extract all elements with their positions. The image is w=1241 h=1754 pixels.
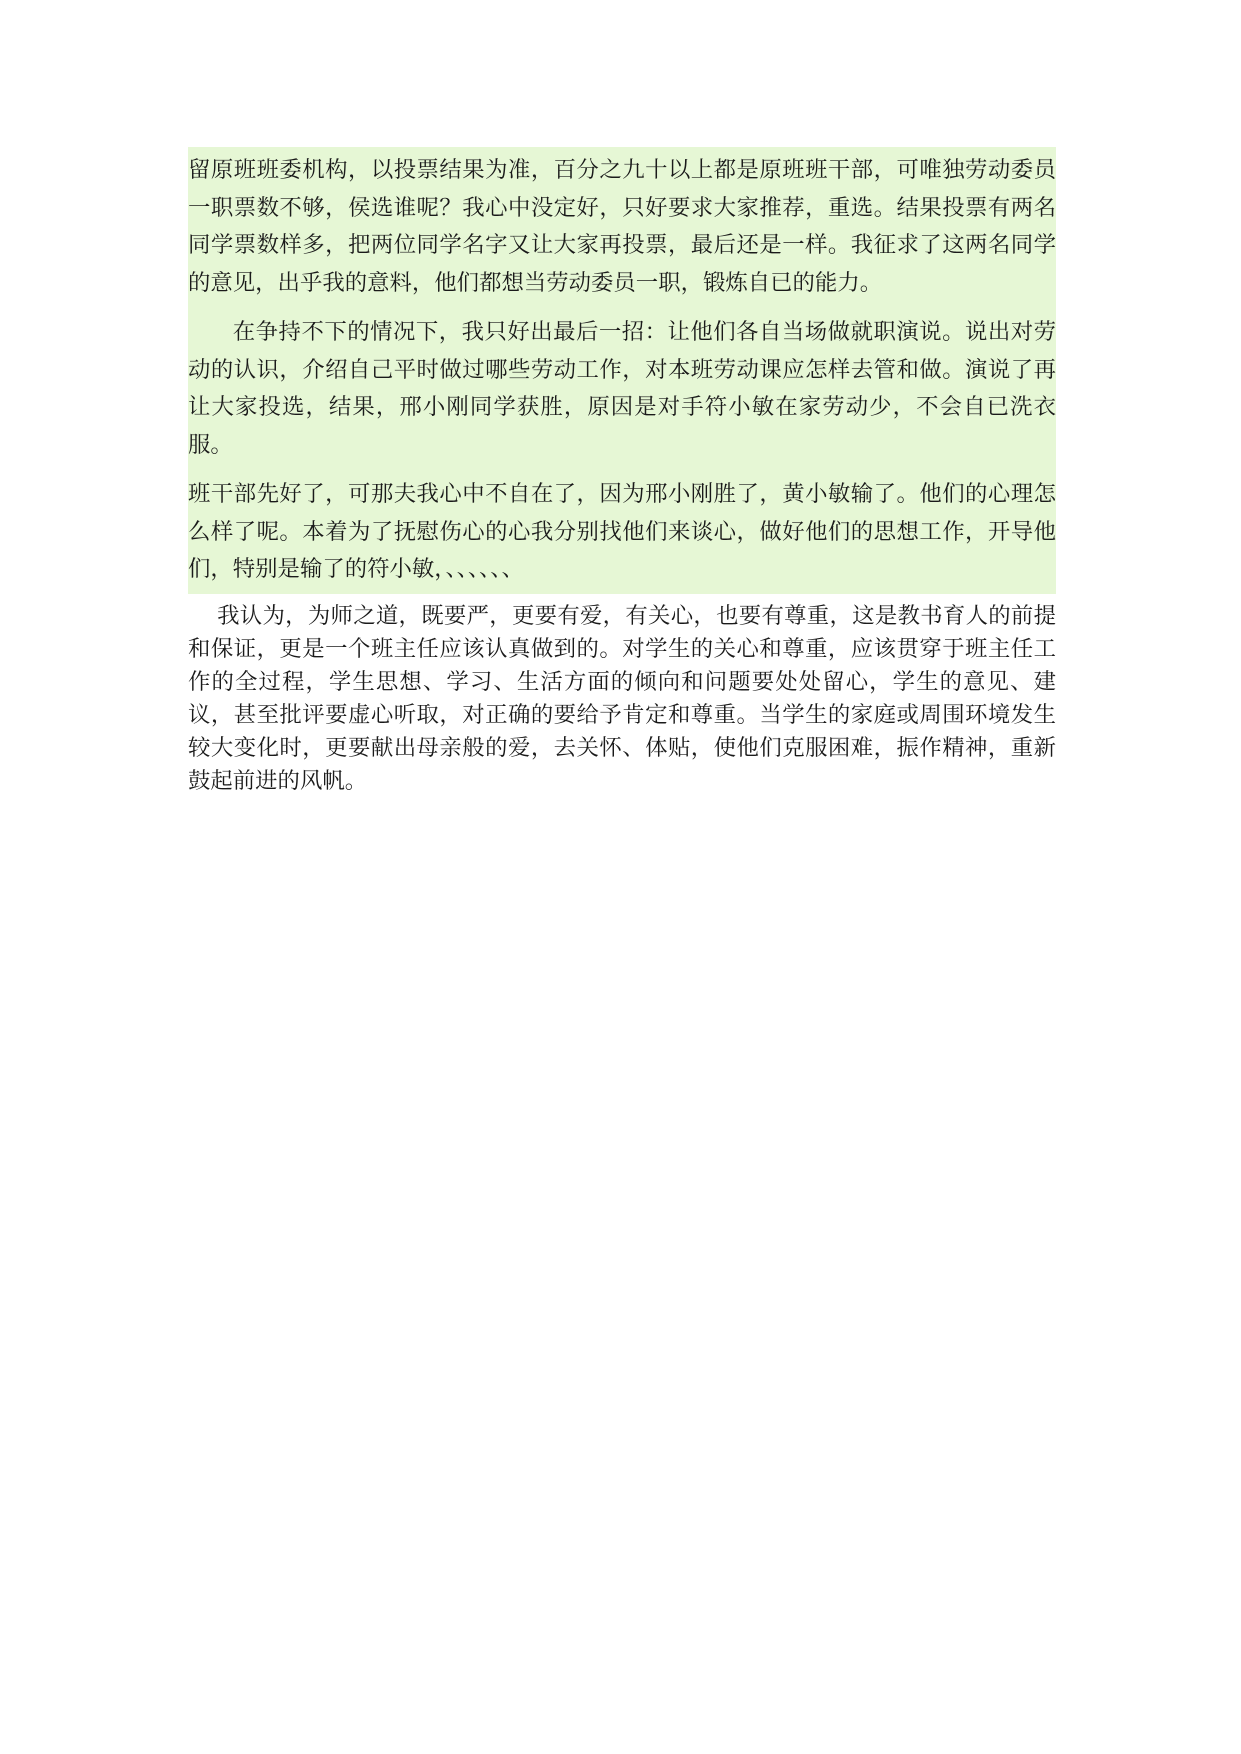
paragraph-gap — [188, 302, 1056, 314]
paragraph-class-committee-vote: 留原班班委机构，以投票结果为准，百分之九十以上都是原班班干部，可唯独劳动委员一职票数不够，侯选谁呢？我心中没定好，只好要求大家推荐，重选。结果投票有两名同学票数样多，把两位同学名字又让大家再投票，最后还是一样。我征求了这两名同学的意见，出乎我的意料，他们都想当劳动委员一职，锻炼自已的能力。 — [188, 157, 1056, 296]
paragraph-gap — [188, 464, 1056, 476]
paragraph-comfort-students: 班干部先好了，可那夫我心中不自在了，因为邢小刚胜了，黄小敏输了。他们的心理怎么样了呢。本着为了抚慰伤心的心我分别找他们来谈心，做好他们的思想工作，开导他们，特别是输了的符小敏，、、、、、、 — [188, 481, 1056, 582]
document-page — [188, 147, 1056, 798]
paragraph-teacher-philosophy: 我认为，为师之道，既要严，更要有爱，有关心，也要有尊重，这是教书育人的前提和保证，更是一个班主任应该认真做到的。对学生的关心和尊重，应该贯穿于班主任工作的全过程，学生思想、学习、生活方面的倾向和问题要处处留心，学生的意见、建议，甚至批评要虚心听取，对正确的要给予肯定和尊重。当学生的家庭或周围环境发生较大变化时，更要献出母亲般的爱，去关怀、体贴，使他们克服困难，振作精神，重新鼓起前进的风帆。 — [188, 602, 1056, 794]
paragraph-election-speech: 在争持不下的情况下，我只好出最后一招：让他们各自当场做就职演说。说出对劳动的认识，介绍自己平时做过哪些劳动工作，对本班劳动课应怎样去管和做。演说了再让大家投选，结果，邢小刚同学获胜，原因是对手符小敏在家劳动少，不会自已洗衣服。 — [188, 319, 1056, 458]
plain-section — [188, 600, 1056, 798]
highlighted-section — [188, 147, 1056, 594]
